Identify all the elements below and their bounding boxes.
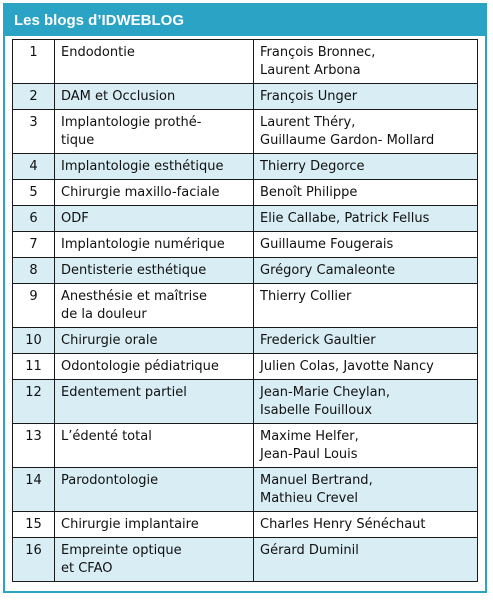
blog-authors: Grégory Camaleonte: [254, 258, 478, 284]
table-row: [13, 328, 478, 354]
table-row: [13, 284, 478, 328]
table-row: [13, 468, 478, 512]
blog-authors: Laurent Théry, Guillaume Gardon- Mollard: [254, 110, 478, 154]
blog-topic: L’édenté total: [55, 424, 254, 468]
blog-authors: Guillaume Fougerais: [254, 232, 478, 258]
row-number: 3: [13, 110, 55, 154]
table-row: [13, 538, 478, 582]
row-number: 6: [13, 206, 55, 232]
blog-topic: Implantologie prothé- tique: [55, 110, 254, 154]
blogs-table-body: [13, 40, 478, 582]
row-number: 13: [13, 424, 55, 468]
row-number: 16: [13, 538, 55, 582]
row-number: 11: [13, 354, 55, 380]
blog-authors: Gérard Duminil: [254, 538, 478, 582]
row-number: 12: [13, 380, 55, 424]
blog-topic: ODF: [55, 206, 254, 232]
row-number: 7: [13, 232, 55, 258]
table-row: [13, 258, 478, 284]
blog-authors: Maxime Helfer, Jean-Paul Louis: [254, 424, 478, 468]
blog-topic: Odontologie pédiatrique: [55, 354, 254, 380]
row-number: 10: [13, 328, 55, 354]
blog-authors: Frederick Gaultier: [254, 328, 478, 354]
blog-topic: Chirurgie implantaire: [55, 512, 254, 538]
blog-authors: François Bronnec, Laurent Arbona: [254, 40, 478, 84]
row-number: 1: [13, 40, 55, 84]
blog-authors: Elie Callabe, Patrick Fellus: [254, 206, 478, 232]
table-row: [13, 206, 478, 232]
table-row: [13, 40, 478, 84]
blog-topic: Empreinte optique et CFAO: [55, 538, 254, 582]
row-number: 5: [13, 180, 55, 206]
blog-topic: Chirurgie orale: [55, 328, 254, 354]
table-row: [13, 354, 478, 380]
blog-authors: Thierry Collier: [254, 284, 478, 328]
blog-table-panel: [3, 3, 487, 593]
blog-authors: Thierry Degorce: [254, 154, 478, 180]
blog-topic: Chirurgie maxillo-faciale: [55, 180, 254, 206]
table-row: [13, 180, 478, 206]
blog-topic: Anesthésie et maîtrise de la douleur: [55, 284, 254, 328]
blog-topic: Endodontie: [55, 40, 254, 84]
table-row: [13, 84, 478, 110]
table-row: [13, 154, 478, 180]
blog-topic: Edentement partiel: [55, 380, 254, 424]
row-number: 4: [13, 154, 55, 180]
table-row: [13, 232, 478, 258]
blog-topic: Parodontologie: [55, 468, 254, 512]
blog-authors: Julien Colas, Javotte Nancy: [254, 354, 478, 380]
blog-authors: Jean-Marie Cheylan, Isabelle Fouilloux: [254, 380, 478, 424]
blog-authors: Manuel Bertrand, Mathieu Crevel: [254, 468, 478, 512]
row-number: 9: [13, 284, 55, 328]
blogs-table: [12, 39, 478, 582]
table-row: [13, 512, 478, 538]
row-number: 15: [13, 512, 55, 538]
row-number: 8: [13, 258, 55, 284]
blog-authors: Benoît Philippe: [254, 180, 478, 206]
blog-authors: François Unger: [254, 84, 478, 110]
blog-authors: Charles Henry Sénéchaut: [254, 512, 478, 538]
row-number: 14: [13, 468, 55, 512]
table-row: [13, 110, 478, 154]
blog-topic: DAM et Occlusion: [55, 84, 254, 110]
row-number: 2: [13, 84, 55, 110]
blog-topic: Dentisterie esthétique: [55, 258, 254, 284]
panel-title: Les blogs d’IDWEBLOG: [5, 5, 485, 36]
table-row: [13, 424, 478, 468]
table-row: [13, 380, 478, 424]
blog-topic: Implantologie numérique: [55, 232, 254, 258]
table-wrapper: [12, 39, 478, 582]
blog-topic: Implantologie esthétique: [55, 154, 254, 180]
